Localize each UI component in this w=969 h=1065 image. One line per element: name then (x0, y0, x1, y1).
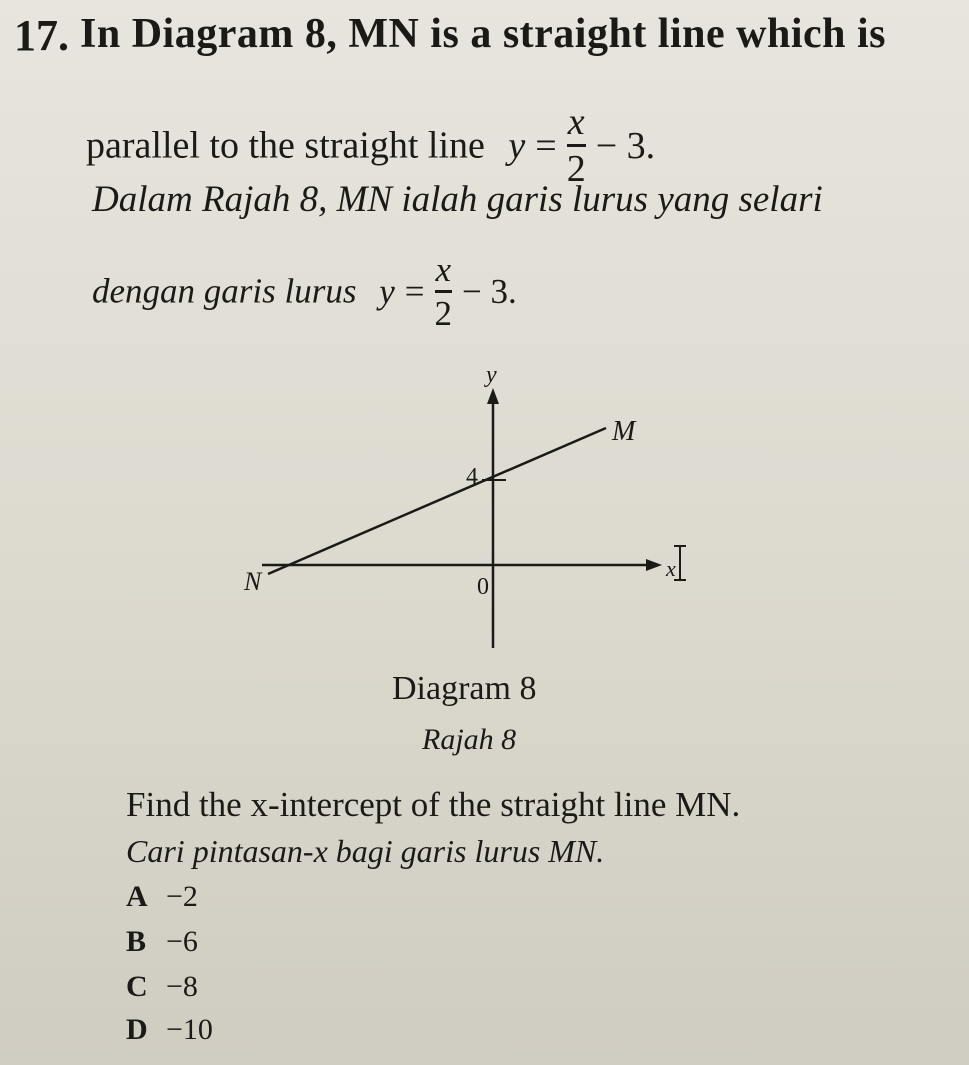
fraction-numerator: x (567, 101, 585, 143)
equation-end: . (508, 271, 517, 311)
fraction-bar (567, 144, 586, 147)
y-tick-label: 4 (466, 464, 478, 490)
question-text-malay-line1: Dalam Rajah 8, MN ialah garis lurus yang selari (92, 179, 823, 220)
question-number: 17. (14, 11, 69, 60)
question-text-english-line2 (86, 103, 655, 188)
option-value: −2 (166, 880, 198, 913)
equation-lhs: y (379, 271, 395, 311)
question-text-malay-line2 (92, 252, 517, 331)
fraction-bar (435, 290, 453, 293)
x-axis-label: x (666, 556, 676, 581)
equation-english (508, 103, 655, 188)
line-mn (268, 428, 606, 574)
option-d[interactable] (126, 1013, 213, 1047)
diagram-caption-english: Diagram 8 (392, 670, 537, 707)
equation-malay (379, 252, 517, 331)
task-malay: Cari pintasan-x bagi garis lurus MN. (126, 833, 605, 869)
diagram-8 (0, 340, 969, 670)
text-cursor-icon (674, 546, 686, 580)
equation-lhs: y (508, 124, 526, 167)
equation-rest: − 3 (595, 124, 646, 167)
option-value: −10 (166, 1013, 213, 1046)
option-a[interactable] (126, 880, 198, 914)
task-english: Find the x-intercept of the straight line MN. (126, 785, 741, 824)
diagram-caption-malay: Rajah 8 (422, 723, 517, 756)
option-value: −6 (166, 925, 198, 958)
fraction-numerator: x (435, 250, 452, 289)
option-letter: D (126, 1013, 148, 1046)
malay-line2-prefix: dengan garis lurus (92, 271, 357, 311)
origin-label: 0 (477, 574, 489, 600)
equation-equals: = (404, 271, 425, 311)
equation-fraction (435, 252, 453, 331)
equation-rest: − 3 (462, 271, 509, 311)
option-value: −8 (166, 970, 198, 1003)
english-line2-prefix: parallel to the straight line (86, 124, 485, 167)
y-axis-label: y (486, 362, 497, 388)
point-m-label: M (612, 416, 636, 447)
equation-equals: = (535, 124, 557, 167)
y-axis-arrow (487, 388, 499, 404)
fraction-denominator: 2 (434, 294, 453, 333)
option-letter: A (126, 880, 148, 913)
x-axis-arrow (646, 559, 662, 571)
option-letter: B (126, 925, 147, 958)
option-b[interactable] (126, 925, 198, 959)
fraction-denominator: 2 (566, 148, 586, 190)
equation-fraction (567, 103, 586, 188)
point-n-label: N (244, 567, 262, 596)
option-letter: C (126, 970, 148, 1003)
option-c[interactable] (126, 970, 198, 1004)
equation-end: . (645, 124, 656, 167)
question-text-english-line1: In Diagram 8, MN is a straight line which is (80, 11, 887, 57)
